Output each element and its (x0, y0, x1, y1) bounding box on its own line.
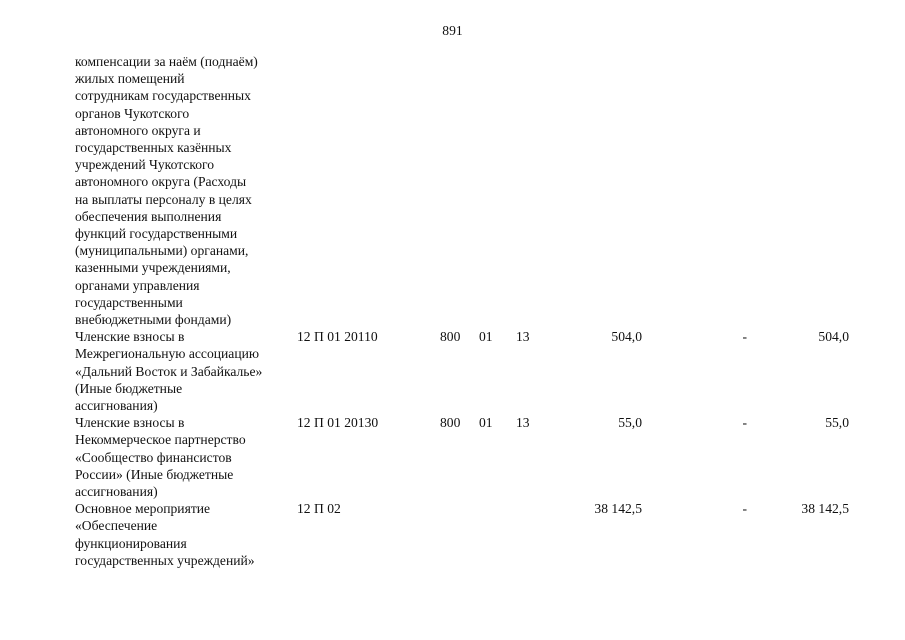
row-section: 01 (479, 415, 493, 431)
page-number: 891 (442, 23, 463, 38)
row-amount: 38 142,5 (594, 501, 642, 517)
table-row (75, 414, 855, 500)
row-expense-type: 800 (440, 415, 461, 431)
row-amount-updated: 38 142,5 (801, 501, 849, 517)
row-expense-type: 800 (440, 329, 461, 345)
row-code: 12 П 01 20110 (297, 329, 378, 345)
row-name: Основное мероприятие «Обеспечение функционирования государственных учреждений» (75, 501, 255, 568)
row-section: 01 (479, 329, 493, 345)
row-name: компенсации за наём (поднаём) жилых помещений сотрудникам государственных органов Чукотского автономного округа и государственных казённых учреждений Чукотского автономного округа (Расходы на выплаты персоналу в целях обеспечения выполнения функций государственными (муниципальными) органами, казенными учреждениями, органами управления государственными внебюджетными фондами) (75, 54, 258, 328)
row-code: 12 П 01 20130 (297, 415, 379, 431)
row-amount-updated: 504,0 (818, 329, 849, 345)
row-code: 12 П 02 (297, 501, 341, 517)
row-subsection: 13 (516, 415, 530, 431)
row-change: - (742, 501, 747, 517)
row-subsection: 13 (516, 329, 530, 345)
table-row (75, 500, 855, 569)
row-amount: 55,0 (618, 415, 642, 431)
row-change: - (742, 329, 747, 345)
row-change: - (742, 415, 747, 431)
row-amount-updated: 55,0 (825, 415, 849, 431)
row-name: Членские взносы в Некоммерческое партнерство «Сообщество финансистов России» (Иные бюджетные ассигнования) (75, 415, 246, 500)
budget-table (75, 53, 855, 569)
table-row (75, 53, 855, 328)
table-row (75, 328, 855, 414)
row-amount: 504,0 (611, 329, 642, 345)
row-name: Членские взносы в Межрегиональную ассоциацию «Дальний Восток и Забайкалье» (Иные бюджетные ассигнования) (75, 329, 263, 414)
